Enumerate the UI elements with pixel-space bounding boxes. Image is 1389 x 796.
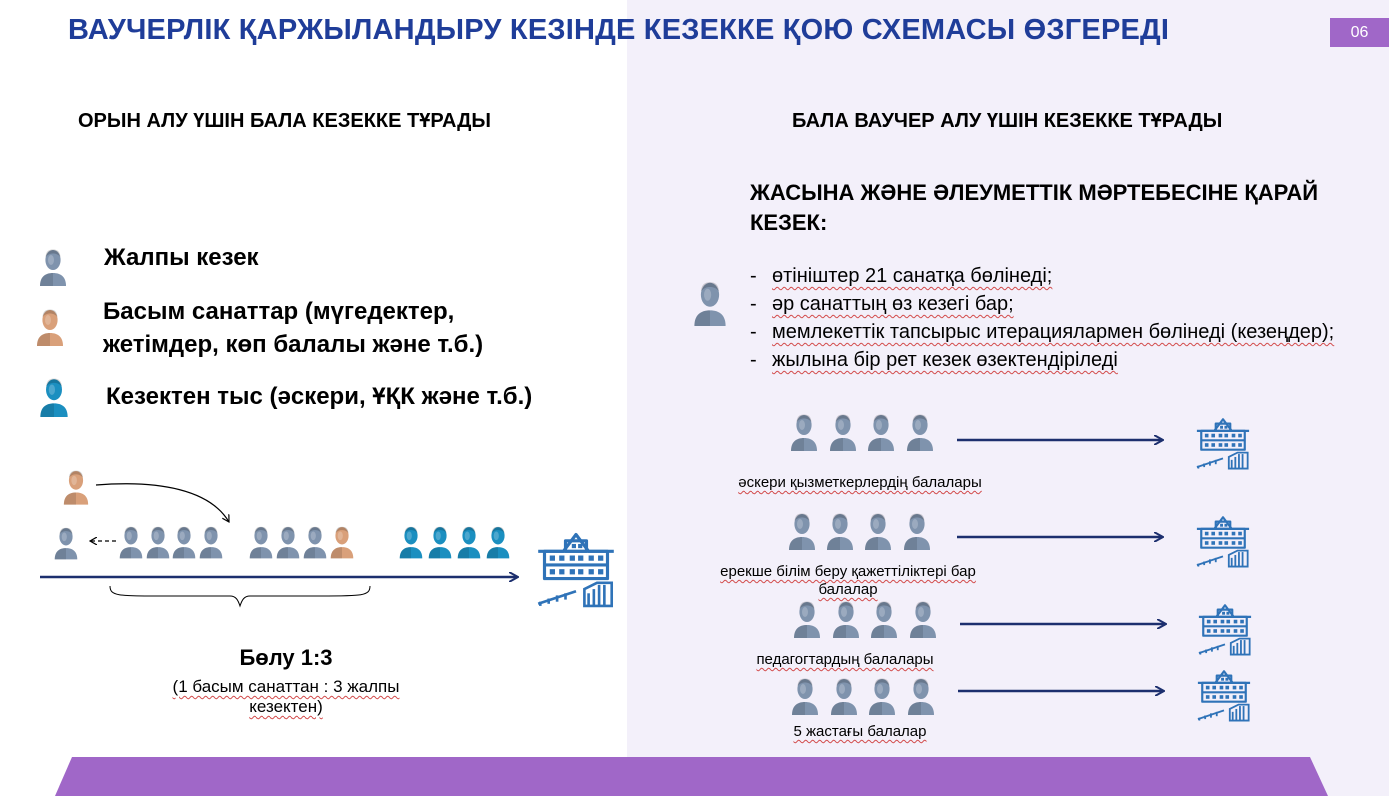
person-group-icon bbox=[789, 514, 815, 551]
person-group-icon bbox=[908, 679, 934, 716]
group-brace bbox=[110, 586, 370, 606]
group-label-teachers: педагогтардың балалары bbox=[756, 651, 934, 668]
person-teal-icon bbox=[40, 379, 67, 417]
person-general-queue-icon bbox=[304, 527, 327, 559]
person-blue-gray-icon bbox=[40, 250, 66, 287]
person-general-queue-icon bbox=[200, 527, 223, 559]
rule-item: - әр санаттың өз кезегі бар; bbox=[750, 293, 1014, 315]
person-group-icon bbox=[791, 415, 817, 452]
person-group-icon bbox=[833, 602, 859, 639]
person-group-icon bbox=[827, 514, 853, 551]
ratio-title: Бөлу 1:3 bbox=[239, 645, 333, 670]
person-group-icon bbox=[794, 602, 820, 639]
person-out-of-turn-icon bbox=[429, 527, 452, 559]
person-applicant-icon bbox=[694, 282, 725, 326]
kindergarten-building-icon bbox=[1198, 671, 1250, 720]
person-group-icon bbox=[868, 415, 894, 452]
rule-item: - жылына бір рет кезек өзектендіріледі bbox=[750, 349, 1118, 371]
person-priority-queue-icon bbox=[331, 527, 354, 559]
person-orange-icon bbox=[37, 310, 63, 347]
kindergarten-building-icon bbox=[1197, 419, 1249, 468]
person-general-queue-icon bbox=[173, 527, 196, 559]
legend-general-queue-label: Жалпы кезек bbox=[104, 244, 259, 271]
person-group-icon bbox=[910, 602, 936, 639]
person-group-icon bbox=[871, 602, 897, 639]
person-general-queue-icon bbox=[147, 527, 170, 559]
right-subheading: ЖАСЫНА ЖӘНЕ ӘЛЕУМЕТТІК МӘРТЕБЕСІНЕ ҚАРАЙ КЕЗЕК: bbox=[750, 180, 1319, 235]
person-group-icon bbox=[831, 679, 857, 716]
slide-title: ВАУЧЕРЛІК ҚАРЖЫЛАНДЫРУ КЕЗІНДЕ КЕЗЕККЕ ҚОЮ СХЕМАСЫ ӨЗГЕРЕДІ bbox=[68, 14, 1170, 46]
person-out-of-turn-icon bbox=[487, 527, 510, 559]
person-group-icon bbox=[792, 679, 818, 716]
rule-item: - өтініштер 21 санатқа бөлінеді; bbox=[750, 265, 1053, 287]
person-out-of-turn-icon bbox=[458, 527, 481, 559]
person-general-queue-icon bbox=[250, 527, 273, 559]
rule-item: - мемлекеттік тапсырыс итерациялармен бөлінеді (кезеңдер); bbox=[750, 321, 1335, 343]
person-group-icon bbox=[907, 415, 933, 452]
person-group-icon bbox=[830, 415, 856, 452]
kindergarten-building-icon bbox=[1197, 517, 1249, 566]
kindergarten-building-icon bbox=[538, 535, 614, 606]
group-label-special-needs: ерекше білім беру қажеттіліктері бар балалар bbox=[720, 563, 976, 598]
person-general-queue-icon bbox=[277, 527, 300, 559]
group-label-military: әскери қызметкерлердің балалары bbox=[738, 474, 982, 491]
ratio-note: (1 басым санаттан : 3 жалпы кезектен) bbox=[172, 677, 400, 716]
right-heading: БАЛА ВАУЧЕР АЛУ ҮШІН КЕЗЕККЕ ТҰРАДЫ bbox=[792, 110, 1223, 132]
kindergarten-building-icon bbox=[1199, 605, 1251, 654]
person-general-queue-icon bbox=[120, 527, 143, 559]
person-out-of-turn-icon bbox=[400, 527, 423, 559]
group-label-age-five: 5 жастағы балалар bbox=[793, 723, 927, 740]
footer-band bbox=[55, 757, 1328, 796]
legend-priority-label: Басым санаттар (мүгедектер, жетімдер, көп балалы және т.б.) bbox=[103, 298, 484, 358]
left-heading: ОРЫН АЛУ ҮШІН БАЛА КЕЗЕККЕ ТҰРАДЫ bbox=[78, 110, 491, 132]
person-priority-jumping-icon bbox=[64, 471, 88, 505]
page-number-badge: 06 bbox=[1330, 18, 1389, 47]
legend-out-of-turn-label: Кезектен тыс (әскери, ҰҚК және т.б.) bbox=[106, 383, 533, 410]
person-queue-front-icon bbox=[55, 528, 78, 560]
person-group-icon bbox=[869, 679, 895, 716]
person-group-icon bbox=[865, 514, 891, 551]
person-group-icon bbox=[904, 514, 930, 551]
priority-jump-arrow bbox=[96, 484, 229, 522]
